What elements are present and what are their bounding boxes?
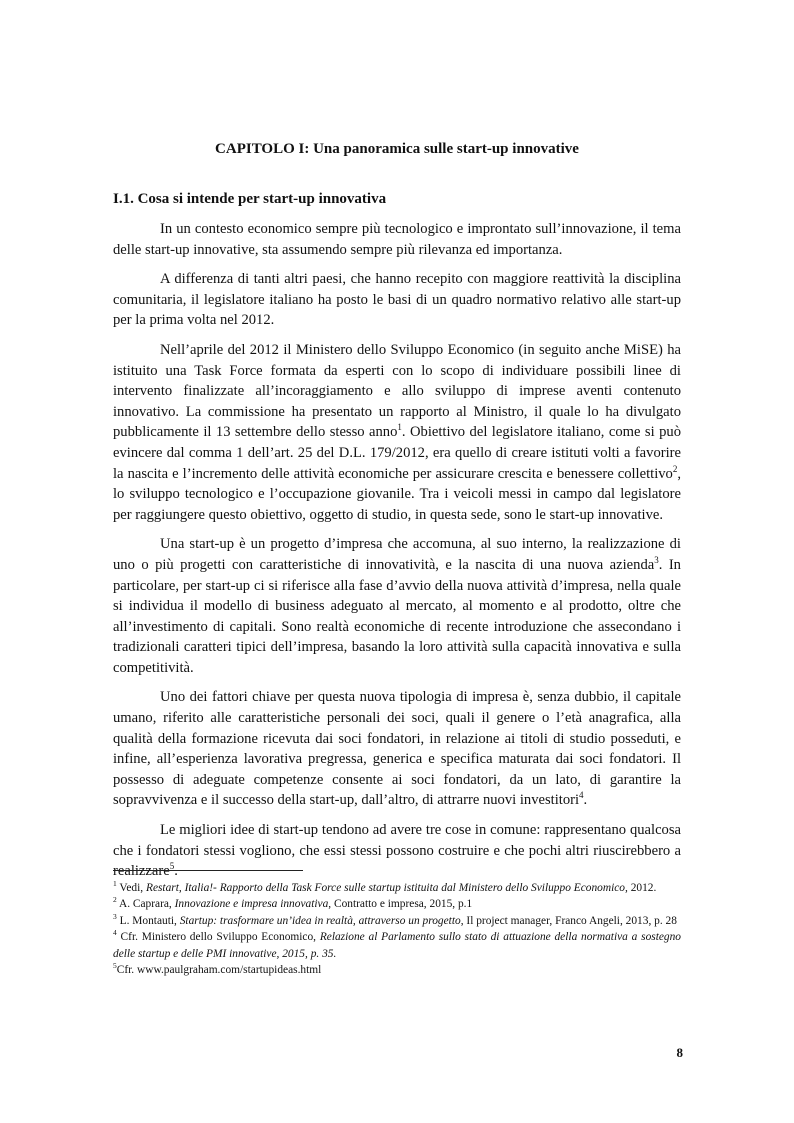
footnote-number: 1: [113, 879, 117, 889]
footnote-text: 2012.: [627, 882, 657, 894]
paragraph-text: Una start-up è un progetto d’impresa che accomuna, al suo interno, la realizzazione di uno o più progetti con caratteristiche di innovatività, e la nascita di una nuova azienda: [113, 536, 681, 573]
footnote-ref-2[interactable]: 2: [672, 463, 678, 474]
footnote-ref-1[interactable]: 1: [397, 422, 402, 433]
footnote-title: Innovazione e impresa innovativa: [174, 898, 329, 911]
paragraph-4: [113, 534, 681, 678]
footnote-number: 2: [113, 895, 117, 905]
page-number: 8: [676, 1045, 683, 1060]
paragraph-5: [113, 687, 681, 811]
paragraph-2: [113, 269, 681, 331]
body-text: [113, 219, 681, 891]
paragraph-6: [113, 820, 681, 882]
paragraph-period: .: [583, 792, 588, 809]
footnote-4: [113, 929, 681, 962]
footnote-text: Vedi,: [119, 882, 146, 894]
footnote-1: [113, 880, 681, 896]
footnote-number: 3: [113, 912, 117, 922]
footnote-text: , Il project manager, Franco Angeli, 2013, p. 28: [460, 914, 677, 927]
paragraph-text: Le migliori idee di start-up tendono ad avere tre cose in comune: rappresentano qualcosa che i fondatori stessi vogliono, che essi stessi possono costruire e che pochi altri riuscirebbero a realizzare: [113, 822, 681, 880]
footnotes: [113, 880, 681, 978]
footnote-title: Relazione al Parlamento sullo stato di attuazione della normativa a sostegno delle startup e delle PMI innovative, 2015, p. 35.: [113, 931, 682, 960]
footnote-title: Restart, Italia!- Rapporto della Task Force sulle startup istituita dal Ministero dello Sviluppo Economico,: [145, 882, 628, 894]
footnote-2: [113, 896, 681, 912]
footnote-text: , Contratto e impresa, 2015, p.1: [328, 898, 473, 911]
footnote-5: [113, 962, 681, 978]
footnote-ref-3[interactable]: 3: [654, 555, 659, 566]
footnote-ref-4[interactable]: 4: [579, 790, 584, 801]
paragraph-1: [113, 219, 681, 260]
footnote-text[interactable]: Cfr. www.paulgraham.com/startupideas.html: [116, 964, 322, 977]
footnote-ref-5[interactable]: 5: [169, 861, 175, 872]
footnote-number: 5: [113, 961, 117, 971]
paragraph-text: . In particolare, per start-up ci si riferisce alla fase d’avvio della nuova attività d’impresa, nella quale si individua il modello di business adeguato al mercato, al momento e al prodotto, oltre che all’investimento di capitali. Sono realtà economiche di recente introduzione che assecondano i tradizionali caratteri tipici dell’impresa, basando la loro attività sulla capacità innovativa e sulla competitività.: [113, 556, 681, 676]
footnote-title: Startup: trasformare un’idea in realtà, attraverso un progetto: [179, 914, 461, 927]
paragraph-text: , lo sviluppo tecnologico e l’occupazione giovanile. Tra i veicoli messi in campo dal legislatore per raggiungere questo obiettivo, oggetto di studio, in questa sede, sono le start-up innovative.: [113, 465, 681, 523]
paragraph-text: Uno dei fattori chiave per questa nuova tipologia di impresa è, senza dubbio, il capitale umano, riferito alle caratteristiche personali dei soci, quali il genere o l’età anagrafica, alla qualità della formazione ricevuta dai soci fondatori, in relazione ai titoli di studio posseduti, e infine, all’esperienza lavorativa pregressa, generica e specifica maturata dai soci fondatori. Il possesso di adeguate competenze consente ai soci fondatori, da un lato, di garantire la sopravvivenza e il successo della start-up, dall’altro, di attrarre nuovi investitori: [113, 689, 681, 809]
footnote-number: 4: [113, 928, 117, 938]
footnote-text: L. Montauti,: [119, 914, 180, 927]
footnote-text: A. Caprara,: [118, 898, 175, 911]
section-title: I.1. Cosa si intende per start-up innovativa: [113, 191, 387, 207]
paragraph-period: .: [174, 863, 178, 880]
footnote-3: [113, 913, 681, 929]
paragraph-text: Nell’aprile del 2012 il Ministero dello Sviluppo Economico (in seguito anche MiSE) ha istituito una Task Force formata da esperti con lo scopo di individuare possibili linee di intervento finalizzate all’incoraggiamento e allo sviluppo di imprese aventi contenuto innovativo. La commissione ha presentato un rapporto al Ministro, il quale lo ha divulgato pubblicamente il 13 settembre dello stesso anno: [113, 341, 681, 441]
chapter-title: CAPITOLO I: Una panoramica sulle start-up innovative: [215, 141, 579, 157]
footnote-text: Cfr. Ministero dello Sviluppo Economico,: [120, 931, 320, 944]
paragraph-text: In un contesto economico sempre più tecnologico e improntato sull’innovazione, il tema delle start-up innovative, sta assumendo sempre più rilevanza ed importanza.: [113, 221, 681, 258]
paragraph-text: A differenza di tanti altri paesi, che hanno recepito con maggiore reattività la disciplina comunitaria, il legislatore italiano ha posto le basi di un quadro normativo relativo alle start-up per la prima volta nel 2012.: [113, 271, 681, 329]
footnote-separator: [113, 870, 303, 871]
paragraph-text: . Obiettivo del legislatore italiano, come si può evincere dal comma 1 dell’art. 25 del D.L. 179/2012, era quello di creare istituti volti a favorire la nascita e l’incremento delle attività economiche per assicurare crescita e benessere collettivo: [113, 424, 681, 482]
paragraph-3: [113, 340, 681, 525]
